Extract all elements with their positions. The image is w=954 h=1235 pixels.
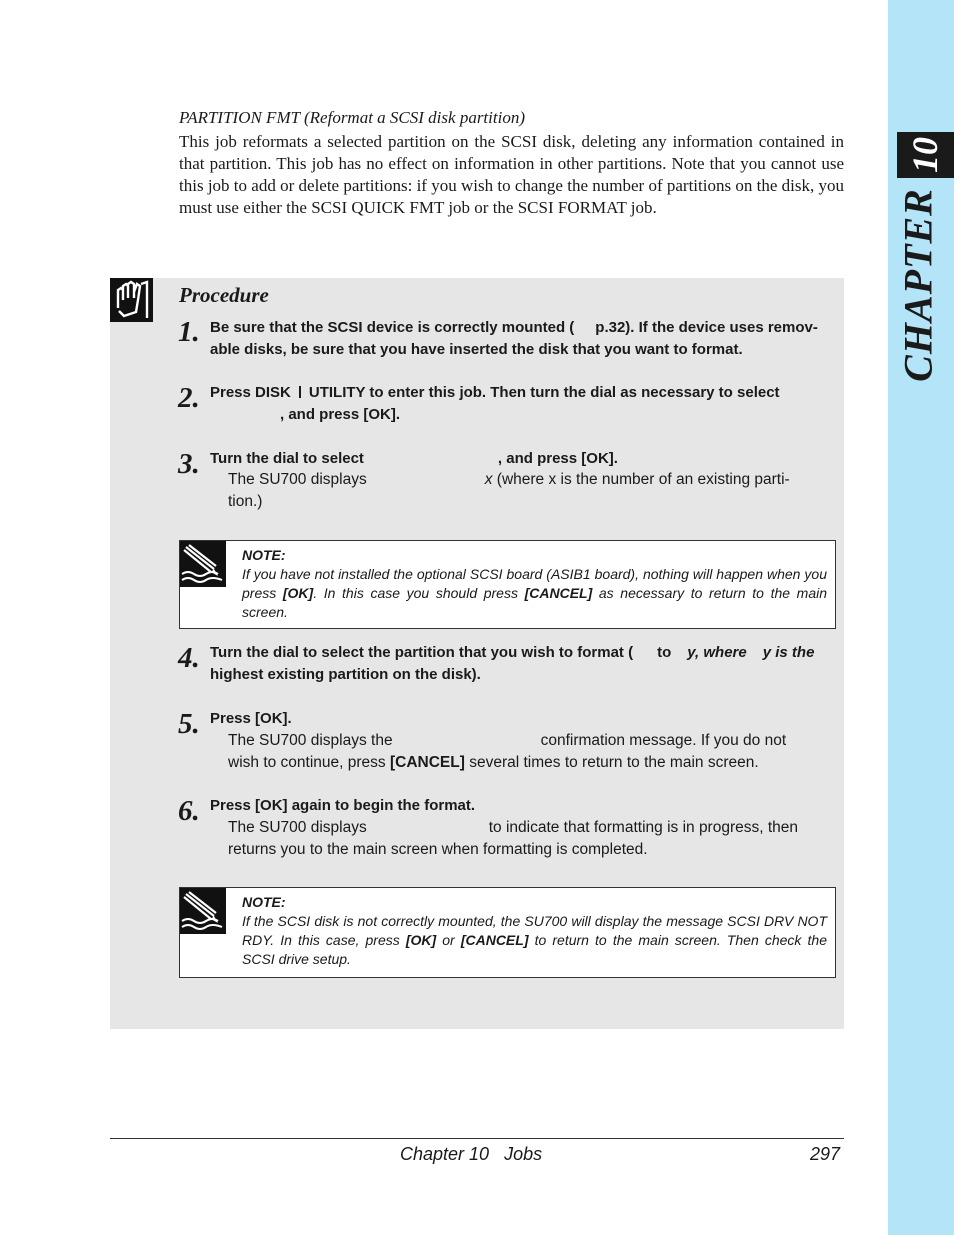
- note-title: NOTE:: [242, 894, 286, 910]
- step-text: [210, 448, 835, 470]
- note-box: [179, 887, 836, 978]
- note-text: If the SCSI disk is not correctly mounted, the SU700 will display the message SCSI DRV NOT RDY. In this case, press: [242, 913, 827, 948]
- footer-rule: [110, 1138, 844, 1139]
- step-text-part: , and press [OK].: [497, 450, 618, 467]
- pen-writing-icon: [180, 541, 226, 587]
- step-subtext: [228, 730, 835, 774]
- key-separator: [299, 386, 301, 398]
- step-subtext-part: returns you to the main screen when formatting is completed.: [228, 841, 648, 858]
- step-subtext-part: The SU700 displays the: [228, 732, 393, 749]
- step-text-part: , and press [OK].: [280, 406, 401, 423]
- step-text: Press [OK] again to begin the format.: [210, 797, 476, 814]
- step-number: 2.: [178, 382, 200, 414]
- step-subtext-part: The SU700 displays: [228, 819, 367, 836]
- step-subtext-part: (where x is the number of an existing parti-: [496, 471, 790, 488]
- chapter-number: 10: [905, 137, 945, 173]
- step-text: [210, 382, 835, 426]
- note-text: to return to the main screen. Then check the SCSI drive setup.: [242, 932, 827, 967]
- step-text-part: Press DISK: [210, 384, 291, 401]
- step-subtext: [228, 817, 835, 861]
- pen-writing-icon: [180, 888, 226, 934]
- note-text: If you have not installed the optional SCSI board (ASIB1 board), nothing will happen when you press: [242, 566, 827, 601]
- chapter-side-tab: [888, 0, 954, 1235]
- step-text-part: y is the: [762, 644, 815, 661]
- chapter-label: CHAPTER: [895, 188, 941, 382]
- step-subtext-key: [CANCEL]: [389, 754, 465, 771]
- step-subtext-part: The SU700 displays: [228, 471, 367, 488]
- note-box: [179, 540, 836, 629]
- step-subtext-part: several times to return to the main screen.: [469, 754, 759, 771]
- note-key: [CANCEL]: [524, 585, 593, 601]
- step-text-part: p.32). If the device uses remov-: [595, 319, 818, 336]
- note-text: . In this case you should press: [313, 585, 525, 601]
- step-text: Press [OK].: [210, 710, 292, 727]
- step-subtext-part: x: [484, 471, 493, 488]
- chapter-number-box: [897, 132, 954, 178]
- step-subtext-part: wish to continue, press: [228, 754, 386, 771]
- page-number: 297: [810, 1144, 841, 1164]
- step-text-part: highest existing partition on the disk).: [210, 666, 481, 683]
- procedure-title: Procedure: [179, 283, 269, 307]
- section-title: PARTITION FMT (Reformat a SCSI disk partition): [179, 108, 525, 127]
- step-subtext-part: tion.): [228, 493, 263, 510]
- step-number: 4.: [178, 642, 200, 674]
- step-text: [210, 642, 835, 686]
- note-body: [242, 912, 827, 969]
- step-text-part: able disks, be sure that you have inserted the disk that you want to format.: [210, 341, 743, 358]
- hand-pointing-icon: [110, 278, 153, 322]
- step-text-part: Turn the dial to select the partition that you wish to format (: [210, 644, 634, 661]
- step-text-part: Turn the dial to select: [210, 450, 364, 467]
- note-key: [CANCEL]: [460, 932, 529, 948]
- note-body: [242, 565, 827, 622]
- step-number: 3.: [178, 448, 200, 480]
- note-title: NOTE:: [242, 547, 286, 563]
- step-subtext: [228, 469, 835, 513]
- step-text-part: to: [657, 644, 672, 661]
- note-key: [OK]: [405, 932, 437, 948]
- step-number: 6.: [178, 795, 200, 827]
- step-subtext-part: to indicate that formatting is in progress, then: [488, 819, 799, 836]
- step-text-part: y, where: [687, 644, 747, 661]
- step-number: 1.: [178, 316, 200, 348]
- step-text: [210, 317, 835, 361]
- step-subtext-part: confirmation message. If you do not: [540, 732, 787, 749]
- note-text: as necessary to return to the main screen.: [242, 585, 828, 620]
- step-text-part: UTILITY to enter this job. Then turn the dial as necessary to select: [308, 384, 780, 401]
- note-text: or: [436, 932, 461, 948]
- footer-chapter-title: Chapter 10 Jobs: [400, 1144, 543, 1164]
- section-intro: This job reformats a selected partition on the SCSI disk, deleting any information contained in that partition. This job has no effect on information in other partitions. Note that you cannot use this job to add or delete partitions: if you wish to change the number of partitions on the disk, you must use either the SCSI QUICK FMT job or the SCSI FORMAT job.: [179, 132, 844, 217]
- step-text-part: Be sure that the SCSI device is correctly mounted (: [210, 319, 575, 336]
- note-key: [OK]: [282, 585, 314, 601]
- step-number: 5.: [178, 708, 200, 740]
